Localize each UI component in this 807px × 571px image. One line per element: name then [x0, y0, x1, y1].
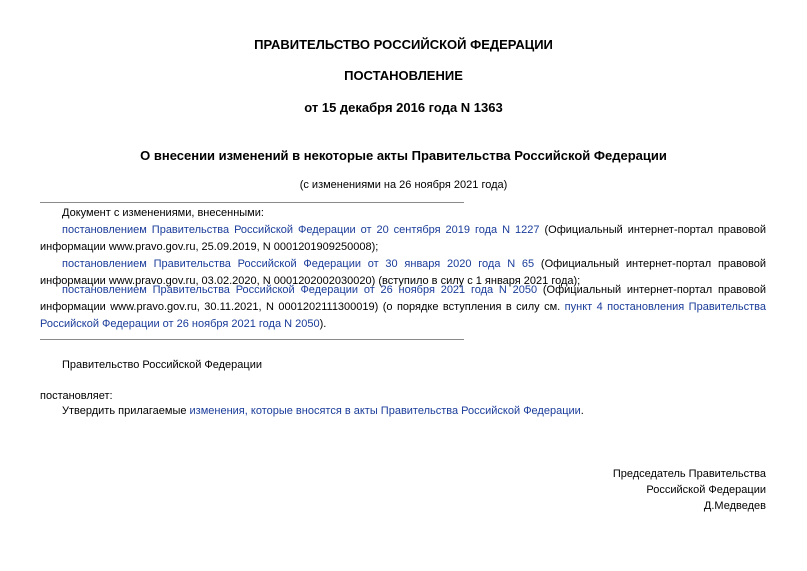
document-title: О внесении изменений в некоторые акты Правительства Российской Федерации [140, 148, 667, 163]
date-number-heading: от 15 декабря 2016 года N 1363 [304, 100, 503, 115]
org-heading: ПРАВИТЕЛЬСТВО РОССИЙСКОЙ ФЕДЕРАЦИИ [254, 37, 553, 52]
changes-intro: Документ с изменениями, внесенными: [62, 207, 264, 219]
resolves-line: постановляет: [40, 390, 113, 402]
change-link-2[interactable]: постановлением Правительства Российской Федерации от 30 января 2020 года N 65 [62, 258, 535, 270]
approve-prefix: Утвердить прилагаемые [62, 405, 190, 417]
signature-title-line1: Председатель Правительства [612, 468, 766, 480]
top-divider [40, 202, 464, 203]
change-text-2: (Официальный интернет-портал правовой информации www.pravo.gov.ru, 03.02.2020, N 0001202002030020) (вступило в силу с 1 января 2021 года); [40, 258, 766, 287]
signature-title-line2: Российской Федерации [646, 484, 766, 496]
change-link-3[interactable]: постановлением Правительства Российской Федерации от 26 ноября 2021 года N 2050 [62, 284, 538, 296]
revision-note: (с изменениями на 26 ноября 2021 года) [299, 179, 508, 191]
change-item-1 [40, 222, 766, 256]
issuer-line: Правительство Российской Федерации [62, 359, 262, 371]
change-link-1[interactable]: постановлением Правительства Российской Федерации от 20 сентября 2019 года N 1227 [62, 224, 540, 236]
change-item-3 [40, 282, 766, 333]
change-text-3: (Официальный интернет-портал правовой информации www.pravo.gov.ru, 30.11.2021, N 0001202111300019) (о порядке вступления в силу см. [40, 284, 767, 313]
doc-type-heading: ПОСТАНОВЛЕНИЕ [344, 68, 463, 83]
change-tail-3: ). [319, 318, 327, 330]
approved-changes-link[interactable]: изменения, которые вносятся в акты Правительства Российской Федерации [189, 405, 581, 417]
approve-paragraph [40, 403, 766, 420]
approve-suffix: . [580, 405, 584, 417]
change-text-1: (Официальный интернет-портал правовой информации www.pravo.gov.ru, 25.09.2019, N 0001201909250008); [40, 224, 766, 253]
signatory-name: Д.Медведев [703, 500, 766, 512]
entry-into-force-link[interactable]: пункт 4 постановления Правительства Российской Федерации от 26 ноября 2021 года N 2050 [40, 301, 767, 330]
bottom-divider [40, 339, 464, 340]
